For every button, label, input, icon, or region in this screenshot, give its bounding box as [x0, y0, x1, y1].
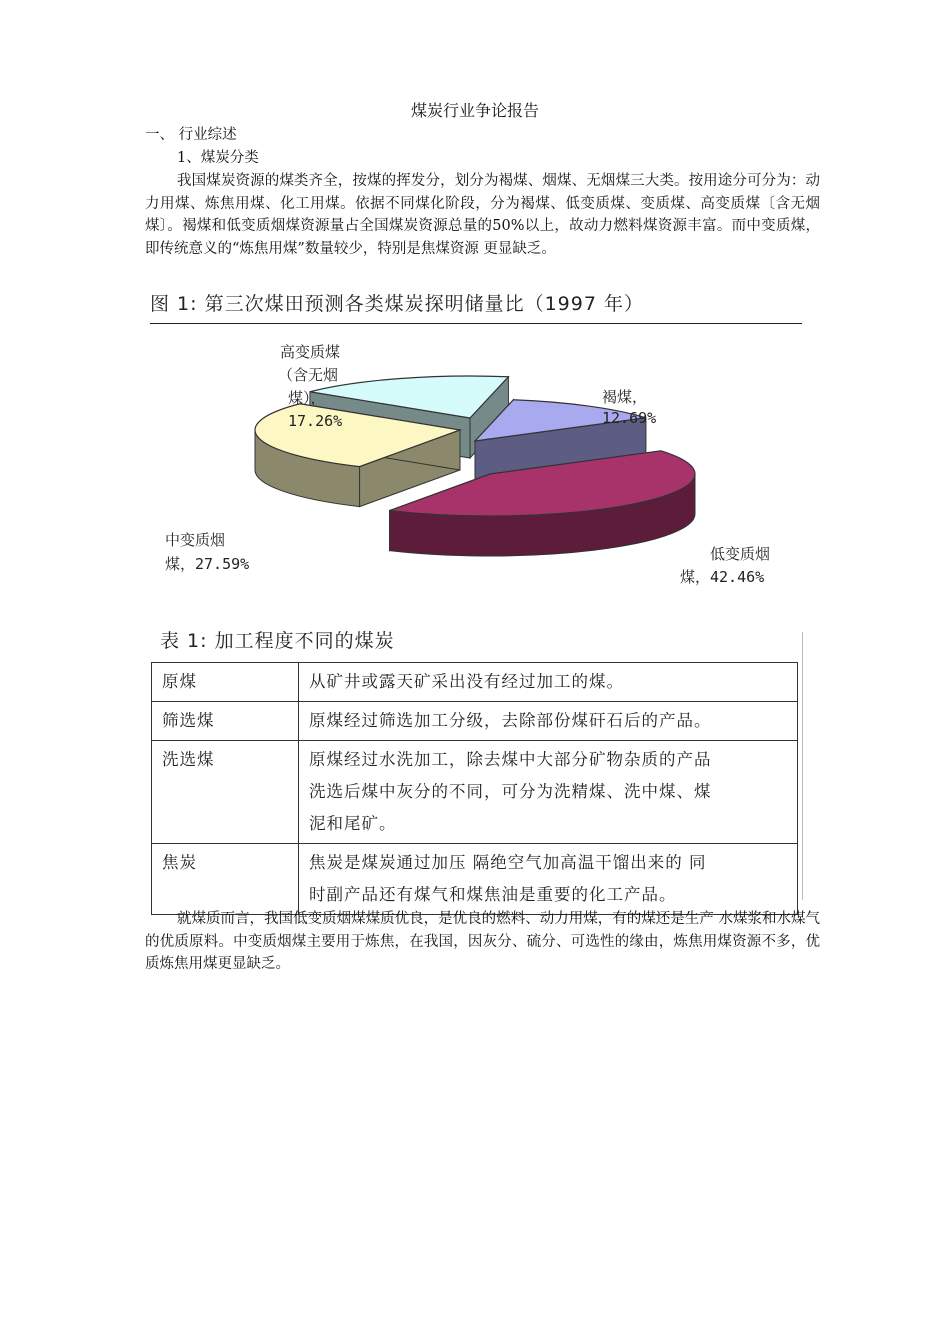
- reserves-pie-chart: [150, 330, 800, 595]
- pie-slice-label: 中变质烟: [165, 531, 226, 549]
- pie-slice-label: 17.26%: [288, 412, 343, 430]
- coal-description-cell: [299, 741, 798, 844]
- paragraph-coal-classification: 我国煤炭资源的煤类齐全，按煤的挥发分，划分为褐煤、烟煤、无烟煤三大类。按用途分可分为：动力用煤、炼焦用煤、化工用煤。依据不同煤化阶段，分为褐煤、低变质煤、变质煤、高变质煤〔含无烟煤〕。褐煤和低变质烟煤资源量占全国煤炭资源总量的50%以上，故动力燃料煤资源丰富。而中变质煤，即传统意义的“炼焦用煤”数量较少，特别是焦煤资源 更显缺乏。: [145, 173, 820, 257]
- description-line: 时副产品还有煤气和煤焦油是重要的化工产品。: [309, 885, 677, 904]
- coal-description-cell: [299, 702, 798, 741]
- table-row: [152, 663, 798, 702]
- table-row: [152, 741, 798, 844]
- pie-slice-label: 褐煤，: [602, 388, 648, 406]
- coal-type-cell: 原煤: [152, 663, 299, 702]
- coal-type-cell: 洗选煤: [152, 741, 299, 844]
- table-title: 表 1: 加工程度不同的煤炭: [160, 630, 395, 652]
- pie-slice-label: 12.69%: [602, 409, 657, 427]
- description-line: 焦炭是煤炭通过加压 隔绝空气加高温干馏出来的 同: [309, 853, 707, 872]
- coal-description-cell: [299, 663, 798, 702]
- coal-processing-table: [151, 662, 798, 915]
- pie-slice-label: 煤），: [288, 389, 326, 407]
- description-line: 从矿井或露天矿采出没有经过加工的煤。: [309, 672, 624, 691]
- pie-slice-label: 煤，27.59%: [165, 555, 250, 573]
- table-frame-line: [802, 632, 803, 900]
- figure-title-rule: [150, 323, 802, 324]
- paragraph-coal-quality: 就煤质而言，我国低变质烟煤煤质优良，是优良的燃料、动力用煤，有的煤还是生产 水煤浆和水煤气的优质原料。中变质烟煤主要用于炼焦，在我国，因灰分、硫分、可选性的缘由，炼焦用煤资源不多，优质炼焦用煤更显缺乏。: [145, 911, 820, 972]
- description-line: 洗选后煤中灰分的不同，可分为洗精煤、洗中煤、煤: [309, 782, 712, 801]
- figure-title: 图 1: 第三次煤田预测各类煤炭探明储量比（1997 年）: [150, 293, 644, 315]
- coal-description-cell: [299, 844, 798, 915]
- document-title: 煤炭行业争论报告: [410, 101, 539, 120]
- pie-slice-label: 高变质煤: [280, 343, 341, 361]
- pie-slice-label: 煤，42.46%: [680, 568, 765, 586]
- section-heading: 一、 行业综述: [145, 127, 237, 143]
- coal-type-cell: 筛选煤: [152, 702, 299, 741]
- pie-slice-label: 低变质烟: [710, 545, 771, 563]
- description-line: 原煤经过水洗加工，除去煤中大部分矿物杂质的产品: [309, 750, 712, 769]
- coal-type-cell: 焦炭: [152, 844, 299, 915]
- table-row: [152, 702, 798, 741]
- description-line: 泥和尾矿。: [309, 814, 397, 833]
- subsection-heading: 1、煤炭分类: [177, 150, 259, 166]
- description-line: 原煤经过筛选加工分级，去除部份煤矸石后的产品。: [309, 711, 712, 730]
- pie-slice-label: （含无烟: [278, 366, 339, 384]
- table-row: [152, 844, 798, 915]
